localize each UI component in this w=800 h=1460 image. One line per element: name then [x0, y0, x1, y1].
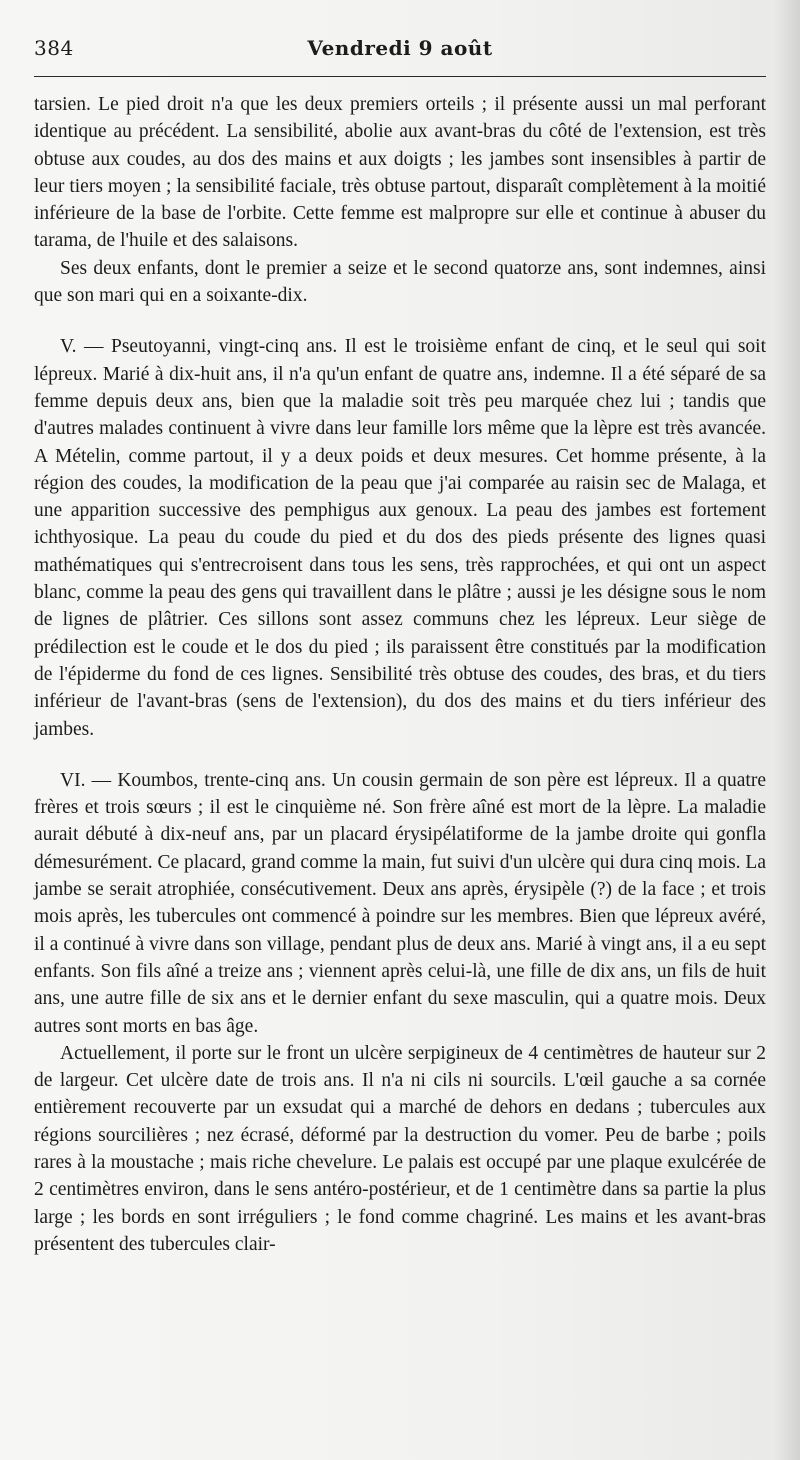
scan-edge-shadow: [774, 0, 800, 1460]
paragraph-case-vi-current-state: Actuellement, il porte sur le front un ulcère serpigineux de 4 centimètres de hauteur sur 2 de largeur. Cet ulcère date de trois ans. Il n'a ni cils ni sourcils. L'œil gauche a sa cornée entièrement recouverte par un exsudat qui a marché de dehors en dedans ; tubercules aux régions sourcilières ; nez écrasé, déformé par la destruction du vomer. Peu de barbe ; poils rares à la moustache ; mais riche chevelure. Le palais est occupé par une plaque exulcérée de 2 centimètres environ, dans le sens antéro-postérieur, et de 1 centimètre dans sa partie la plus large ; les bords en sont irréguliers ; le fond comme chagriné. Les mains et les avant-bras présentent des tubercules clair-: [34, 1042, 766, 1255]
page-header: [34, 28, 766, 68]
running-title: Vendredi 9 août: [307, 36, 493, 60]
body-text: [34, 91, 766, 1258]
header-rule: [34, 76, 766, 77]
paragraph-continuation: tarsien. Le pied droit n'a que les deux premiers orteils ; il présente aussi un mal perforant identique au précédent. La sensibilité, abolie aux avant-bras du côté de l'extension, est très obtuse aux coudes, au dos des mains et aux doigts ; les jambes sont insensibles à partir de leur tiers moyen ; la sensibilité faciale, très obtuse partout, disparaît complètement à la moitié inférieure de la base de l'orbite. Cette femme est malpropre sur elle et continue à abuser du tarama, de l'huile et des salaisons.: [34, 94, 766, 252]
paragraph-case-vi: VI. — Koumbos, trente-cinq ans. Un cousin germain de son père est lépreux. Il a quatre frères et trois sœurs ; il est le cinquième né. Son frère aîné est mort de la lèpre. La maladie aurait débuté à dix-neuf ans, par un placard érysipélatiforme de la jambe droite qui gonfla démesurément. Ce placard, grand comme la main, fut suivi d'un ulcère qui dura cinq mois. La jambe se serait atrophiée, consécutivement. Deux ans après, érysipèle (?) de la face ; et trois mois après, les tubercules ont commencé à poindre sur les membres. Bien que lépreux avéré, il a continué à vivre dans son village, pendant plus de deux ans. Marié à vingt ans, il a eu sept enfants. Son fils aîné a treize ans ; viennent après celui-là, une fille de dix ans, un fils de huit ans, une autre fille de six ans et le dernier enfant du sexe masculin, qui a quatre mois. Deux autres sont morts en bas âge.: [34, 769, 766, 1037]
paragraph-case-v: V. — Pseutoyanni, vingt-cinq ans. Il est le troisième enfant de cinq, et le seul qui soit lépreux. Marié à dix-huit ans, il n'a qu'un enfant de quatre ans, indemne. Il a été séparé de sa femme depuis deux ans, bien que la maladie soit très peu marquée chez lui ; tandis que d'autres malades continuent à vivre dans leur famille lors même que la lèpre est très avancée. A Mételin, comme partout, il y a deux poids et deux mesures. Cet homme présente, à la région des coudes, la modification de la peau que j'ai comparée au raisin sec de Malaga, et une apparition successive des pemphigus aux genoux. La peau des jambes est fortement ichthyosique. La peau du coude du pied et du dos des pieds présente des lignes quasi mathématiques qui s'entrecroisent dans tous les sens, très rapprochées, et qui ont un aspect blanc, comme la peau des gens qui travaillent dans le plâtre ; aussi je les désigne sous le nom de lignes de plâtrier. Ces sillons sont assez communs chez les lépreux. Leur siège de prédilection est le coude et le dos du pied ; ils paraissent être constitués par la modification de l'épiderme du fond de ces lignes. Sensibilité très obtuse des coudes, des bras, et du tiers inférieur de l'avant-bras (sens de l'extension), du dos des mains et du tiers inférieur des jambes.: [34, 336, 766, 740]
paragraph-children: Ses deux enfants, dont le premier a seize et le second quatorze ans, sont indemnes, ainsi que son mari qui en a soixante-dix.: [34, 257, 766, 307]
page-number: 384: [34, 36, 74, 60]
